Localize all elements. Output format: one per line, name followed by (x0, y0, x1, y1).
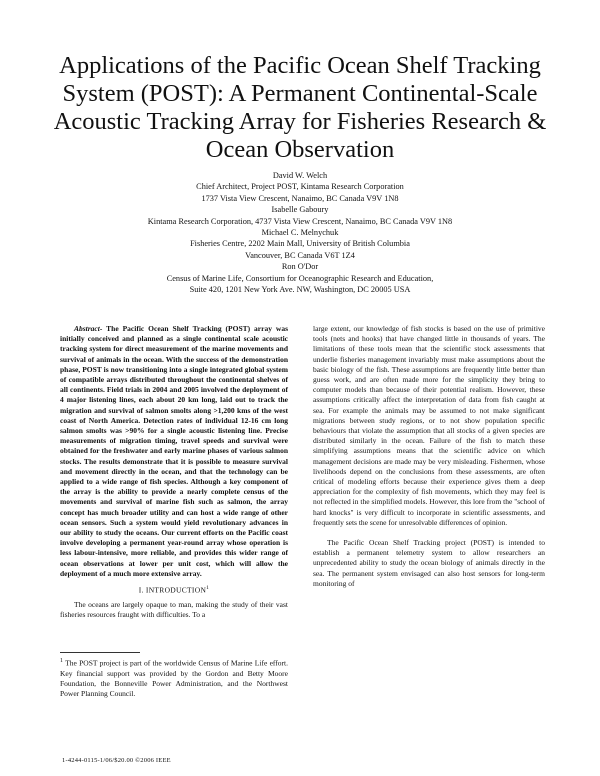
author-affiliation: Fisheries Centre, 2202 Main Mall, University of British Columbia (190, 239, 410, 249)
author-address: 1737 Vista View Crescent, Nanaimo, BC Canada V9V 1N8 (201, 193, 399, 203)
right-column (313, 324, 545, 589)
author-block (20, 170, 580, 295)
author-name: Michael C. Melnychuk (261, 228, 339, 238)
abstract-label: Abstract- (74, 324, 103, 333)
footnote-text: The POST project is part of the worldwide Census of Marine Life effort. Key financial support was provided by the Gordon and Betty Moore Foundation, the Bonneville Power Administration, and the Northwest Power Planning Council. (60, 658, 288, 699)
author-name: Isabelle Gaboury (271, 205, 329, 215)
author-address: Suite 420, 1201 New York Ave. NW, Washington, DC 20005 USA (189, 285, 411, 295)
author-affiliation: Census of Marine Life, Consortium for Oceanographic Research and Education, (166, 273, 434, 283)
section-heading-introduction: I. INTRODUCTION$^1$ (138, 585, 210, 595)
copyright-footer: 1-4244-0115-1/06/$20.00 ©2006 IEEE (62, 757, 171, 764)
intro-paragraph: The oceans are largely opaque to man, making the study of their vast fisheries resources fraught with difficulties. To a (60, 599, 288, 619)
abstract (60, 324, 288, 579)
abstract-text: The Pacific Ocean Shelf Tracking (POST) array was initially conceived and planned as a single continental scale acoustic tracking system for direct measurement of the marine movements and survival of animals in the ocean. With the success of the demonstration phase, POST is now transitioning into a single integrated global system of compatible arrays distributed throughout the continental shelves of all continents. Field trials in 2004 and 2005 involved the deployment of 4 major listening lines, each about 20 km long, laid out to track the migration and survival of salmon smolts along >1,200 kms of the west coast of North America. Detection rates of individual 12-16 cm long salmon smolts was >90% for a single acoustic listening line. Precise measurements of migration timing, travel speeds and survival were obtained for the freshwater and early marine phases of various salmon stocks. The results demonstrate that it is possible to measure survival and movement directly in the ocean, and that the technology can be applied to a wide range of fish species. Although a key component of the array is the ability to provide a nearly complete census of the movements and survival of marine fish such as salmon, the array concept has much broader utility and can host a wide range of other ocean sensors. Such a system would yield revolutionary advances in our ability to study the oceans. Our current efforts on the Pacific coast involve developing a permanent year-round array whose operation is less labour-intensive, more reliable, and provides this wider range of ocean observations at lower per unit cost, which will allow the deployment of a much more extensive array. (60, 324, 288, 578)
footnote-divider (60, 652, 140, 653)
author-address: Vancouver, BC Canada V6T 1Z4 (245, 250, 355, 260)
author-name: David W. Welch (272, 171, 328, 180)
author-affiliation: Chief Architect, Project POST, Kintama Research Corporation (196, 182, 404, 192)
left-column (60, 324, 288, 620)
footnote (60, 656, 288, 699)
footnote-marker: 1 (206, 585, 210, 592)
author-name: Ron O'Dor (281, 262, 319, 272)
body-paragraph: large extent, our knowledge of fish stocks is based on the use of primitive tools (nets and hooks) that have changed little in thousands of years. The limitations of these tools mean that the scientific stock assessments that underlie fisheries management invariably must make assumptions about the basic biology of the fish. These assumptions are frequently little better than guess work, and are often made more for the simplicity they bring to computer models than because of their potential realism. However, these assumptions critically affect the interpretation of data from fish caught at sea. For example the animals may be assumed to not make significant migrations between study regions, or to not show population specific behaviours that violate the assumption that all stocks of a given species are distributed similarly in the ocean. Failure of the fish to match these simplifying assumptions means that the scientific advice on which management decisions are made may be very misleading. Fishermen, whose livelihoods depend on the conclusions from these assessments, are often critical of modeling efforts because their experience gives them a deep appreciation for the complexity of fish movements, which they may feel is not reflected in the simplified models. However, this lore from the "school of hard knocks" is very difficult to incorporate in scientific assessments, and frequently sets the scene for unresolvable differences of opinion. (313, 324, 545, 527)
author-affiliation: Kintama Research Corporation, 4737 Vista View Crescent, Nanaimo, BC Canada V9V 1N8 (147, 216, 453, 226)
body-paragraph: The Pacific Ocean Shelf Tracking project (POST) is intended to establish a permanent telemetry system to allow researchers an unprecedented ability to study the ocean biology of animals directly in the sea. The permanent system envisaged can also host sensors for long-term monitoring of (313, 538, 545, 588)
footnote-symbol: 1 (60, 658, 63, 664)
paper-title: Applications of the Pacific Ocean Shelf Tracking System (POST): A Permanent Continental-Scale Acoustic Tracking Array for Fisheries Research & Ocean Observation (53, 52, 547, 163)
